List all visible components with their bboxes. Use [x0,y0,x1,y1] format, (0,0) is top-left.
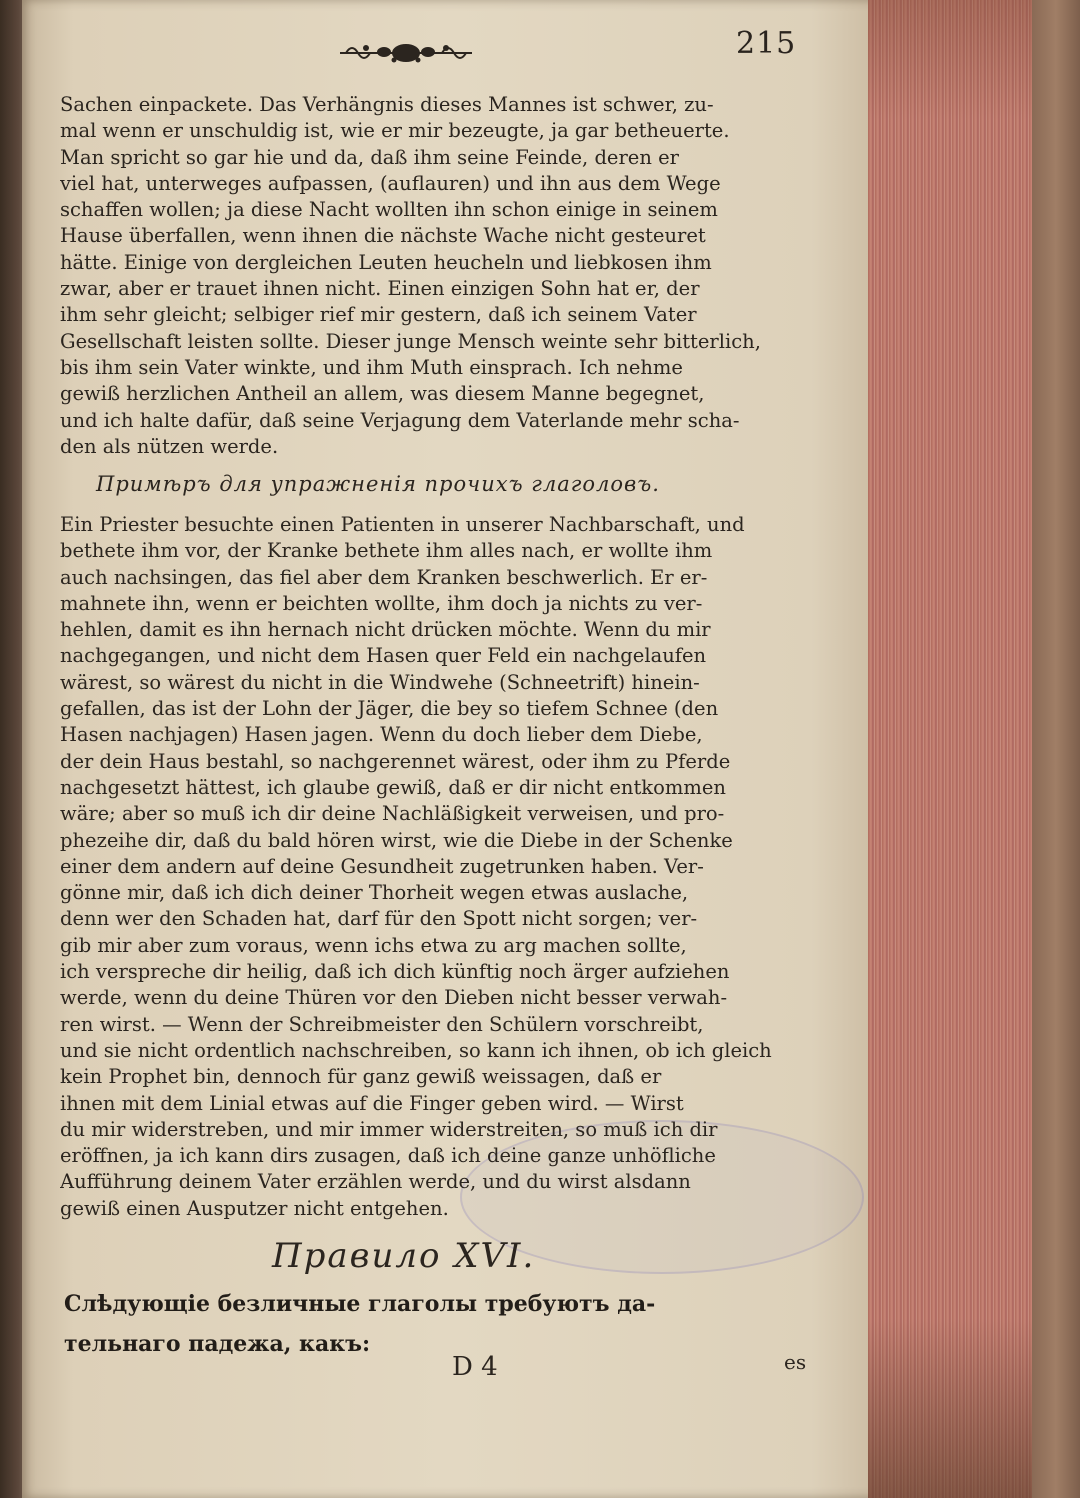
german-paragraph-1 [60,92,830,460]
text-line: und sie nicht ordentlich nachschreiben, so kann ich ihnen, ob ich gleich [60,1038,772,1062]
text-line: denn wer den Schaden hat, darf für den Spott nicht sorgen; ver- [60,907,698,931]
text-line: gib mir aber zum voraus, wenn ichs etwa zu arg machen sollte, [60,933,687,957]
text-line: Sachen einpackete. Das Verhängnis dieses Mannes ist schwer, zu- [60,93,714,116]
text-line: viel hat, unterweges aufpassen, (auflauren) und ihn aus dem Wege [60,171,721,195]
text-line: werde, wenn du deine Thüren vor den Dieben nicht besser verwah- [60,986,728,1010]
text-line: nachgesetzt hättest, ich glaube gewiß, daß er dir nicht entkommen [60,775,726,799]
rule-text-line: тельнаго падежа, какъ: [64,1331,371,1357]
text-line: ich verspreche dir heilig, daß ich dich künftig noch ärger aufziehen [60,960,730,984]
text-line: ren wirst. — Wenn der Schreibmeister den Schülern vorschreibt, [60,1012,704,1036]
text-line: und ich halte dafür, daß seine Verjagung dem Vaterlande mehr scha- [60,408,740,432]
text-line: zwar, aber er trauet ihnen nicht. Einen einzigen Sohn hat er, der [60,277,700,301]
text-line: gewiß einen Ausputzer nicht entgehen. [60,1196,449,1220]
text-line: wäre; aber so muß ich dir deine Nachläßigkeit verweisen, und pro- [60,802,725,826]
text-line: gewiß herzlichen Antheil an allem, was diesem Manne begegnet, [60,382,705,406]
text-line: wärest, so wärest du nicht in die Windwehe (Schneetrift) hinein- [60,670,700,694]
text-line: eröffnen, ja ich kann dirs zusagen, daß ich deine ganze unhöfliche [60,1144,716,1168]
example-heading: Примѣръ для упражненія прочихъ глаголовъ. [96,472,660,496]
text-line: ihnen mit dem Linial etwas auf die Finger geben wird. — Wirst [60,1091,684,1115]
text-line: Hasen nachjagen) Hasen jagen. Wenn du doch lieber dem Diebe, [60,723,703,747]
text-line: hehlen, damit es ihn hernach nicht drücken möchte. Wenn du mir [60,618,711,642]
text-line: Aufführung deinem Vater erzählen werde, und du wirst alsdann [60,1170,691,1194]
text-line: gönne mir, daß ich dich deiner Thorheit wegen etwas auslache, [60,881,689,905]
text-line: mal wenn er unschuldig ist, wie er mir bezeugte, ja gar betheuerte. [60,119,730,143]
header-ornament-icon [336,38,476,68]
text-line: auch nachsingen, das fiel aber dem Kranken beschwerlich. Er er- [60,565,708,589]
text-line: hätte. Einige von dergleichen Leuten heucheln und liebkosen ihm [60,250,712,274]
text-line: der dein Haus bestahl, so nachgerennet wärest, oder ihm zu Pferde [60,749,731,773]
signature-mark: D 4 [452,1352,498,1382]
text-line: mahnete ihn, wenn er beichten wollte, ihm doch ja nichts zu ver- [60,591,703,615]
text-line: gefallen, das ist der Lohn der Jäger, die bey so tiefem Schnee (den [60,697,719,721]
text-line: kein Prophet bin, dennoch für ganz gewiß weissagen, daß er [60,1065,662,1089]
text-line: bethete ihm vor, der Kranke bethete ihm alles nach, er wollte ihm [60,539,713,563]
rule-title: Правило XVI. [272,1236,536,1276]
text-line: Gesellschaft leisten sollte. Dieser junge Mensch weinte sehr bitterlich, [60,329,761,353]
text-line: einer dem andern auf deine Gesundheit zugetrunken haben. Ver- [60,854,704,878]
text-line: den als nützen werde. [60,434,279,458]
text-line: bis ihm sein Vater winkte, und ihm Muth einsprach. Ich nehme [60,355,683,379]
text-line: phezeihe dir, daß du bald hören wirst, wie die Diebe in der Schenke [60,828,733,852]
page-number: 215 [736,26,797,61]
text-line: ihm sehr gleicht; selbiger rief mir gestern, daß ich seinem Vater [60,303,697,327]
text-line: Ein Priester besuchte einen Patienten in unserer Nachbarschaft, und [60,513,745,536]
text-line: nachgegangen, und nicht dem Hasen quer Feld ein nachgelaufen [60,644,707,668]
text-line: du mir widerstreben, und mir immer widerstreiten, so muß ich dir [60,1117,718,1141]
text-line: schaffen wollen; ja diese Nacht wollten ihn schon einige in seinem [60,198,718,222]
book-cover-right [1032,0,1080,1498]
rule-text-line: Слѣдующіе безличные глаголы требуютъ да- [64,1291,656,1317]
text-line: Hause überfallen, wenn ihnen die nächste Wache nicht gesteuret [60,224,706,248]
german-paragraph-2 [60,512,830,1222]
catchword: es [784,1350,807,1374]
text-line: Man spricht so gar hie und da, daß ihm seine Feinde, deren er [60,145,679,169]
